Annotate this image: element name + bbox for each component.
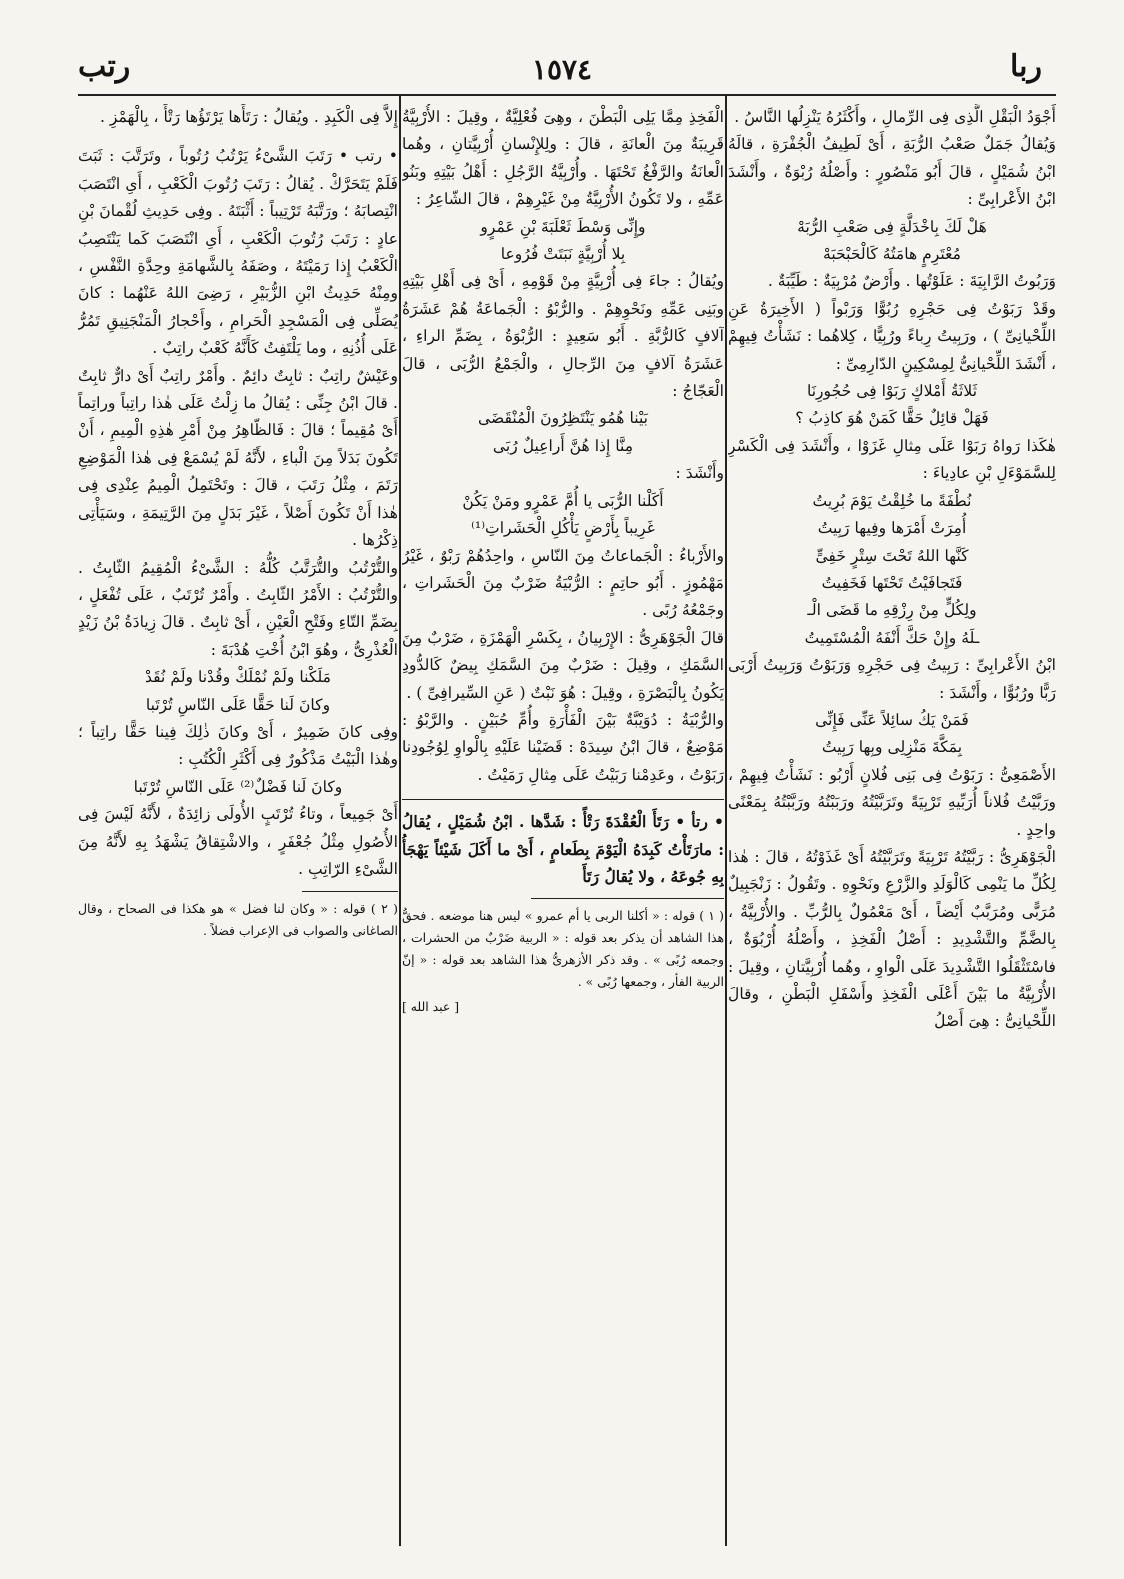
running-head-right: ربا: [1010, 49, 1042, 84]
section-rule: [402, 799, 724, 800]
paragraph: وَيُقالُ جَمَلٌ صَعْبُ الرُّبَةِ ، أَىْ لَطِيفُ الْجُفْرَةِ ، قالَهُ ابْنُ شُمَيْلٍ ، قالَ أَبُو مَنْصُورٍ : وأَصْلُهُ رُبْوَةٌ ، وأَنْشَدَ ابْنُ الأَعْرابِىِّ :: [728, 135, 1056, 209]
paragraph: وَرَبُوتُ الرَّابِيَةَ : عَلَوْتُها . وأَرْضٌ مُرْبِيَةٌ : طَيِّبَةٌ .: [767, 272, 1056, 291]
running-head-left: رتب: [78, 49, 131, 84]
verse-line: مُعْتَرِمٍ هامَتُهُ كَالْحَبْحَبَهْ: [823, 245, 961, 264]
column-left: [78, 104, 398, 1544]
footnote-2: ( ٢ ) قوله : « وكان لنا فضل » هو هكذا فى الصحاح ، وقال الصاغانى والصواب فى الإعراب فضلاً .: [78, 901, 398, 939]
entry-ratha: • رتأ • رَتَأَ الْعُقْدَةَ رَتْأً : شَدَّها . ابْنُ شُمَيْلٍ ، يُقالُ : مارَتَأْتُ كَبِدَهُ الْيَوْمَ بِطَعامٍ ، أَىْ ما أَكَلَ شَيْئاً يَهْجَأُ بِهِ جُوعَهُ ، ولا يُقالُ رَتَأَ: [402, 812, 724, 886]
verse-line: غَرِيباً بِأَرْضٍ يَأْكُلِ الْحَشَراتِ⁽¹⁾: [471, 519, 655, 538]
footnote-rule: [302, 891, 398, 892]
footnote-1: ( ١ ) قوله : « أكلنا الربى يا أم عمرو » ليس هنا موضعه . فحقُّ هذا الشاهد أن يذكر بعد قوله : « الربية ضَرْبٌ من الحشرات ، وجمعه رُبًى » . وقد ذكر الأزهرىُّ هذا الشاهد بعد قوله : « إنّ الربية الفأر ، وجمعها رُبًى » .: [402, 908, 724, 990]
paragraph: أَجْوَدُ الْبَقْلِ الَّذِى فِى الرِّمالِ ، وأَكْثَرُهُ يَنْزِلُها النَّاسُ .: [734, 108, 1056, 126]
verse-line: هَلْ لَكَ بِاخْدَلَّةٍ فِى صَعْبِ الرُّبَهْ: [797, 217, 987, 236]
paragraph: والرُّبْيَةُ : دُوَيْبَّةٌ بَيْنَ الْفَأْرَةِ وأُمِّ حُبَيْنٍ . والرَّبْوُ : مَوْضِعٌ ، قالَ ابْنُ سِيدَهْ : قَضَيْنا عَلَيْهِ بِالْواوِ لِوُجُودِنا رَبَوْتُ ، وعَدِمْنا رَبَيْتُ عَلَى مِثالِ رَمَيْتُ .: [402, 710, 724, 784]
verse-line: أَكَلْنا الرُّبَى يا أُمَّ عَمْرٍو ومَنْ يَكُنْ: [462, 491, 664, 510]
paragraph: ابْنُ الأَعْرابِىِّ : رَبِيتُ فِى حَجْرِهِ وَرَبَوْتُ وَرَبِيتُ أَرْبَى رَبًّا ورُبُوًّا ، وأَنْشَدَ :: [728, 656, 1056, 702]
verse-line: وكانَ لَنا حَقًّا عَلَى النّاسِ تُرْتَبا: [145, 695, 331, 714]
paragraph: ويُقالُ : جاءَ فِى أُرْبِيَّةٍ مِنْ قَوْمِهِ ، أَىْ فِى أَهْلِ بَيْتِهِ وبَنِى عَمِّهِ ونَحْوِهِمْ . والرُّبْوُ : الْجَماعَةُ هُمْ عَشَرَةُ آلافٍ كَالرُّبَّةِ . أَبُو سَعِيدٍ : الرُّبْوَةُ ، بِضَمِّ الراءِ ، عَشَرَةُ آلافٍ مِنَ الرِّجالِ ، والْجَمْعُ الرُّبَى ، قالَ الْعَجّاجُ :: [402, 272, 724, 401]
paragraph: الْفَخِذِ مِمَّا يَلِى الْبَطْنَ ، وهِىَ فُعْلِيَّةٌ ، وقِيلَ : الأُرْبِيَّةُ قَرِيبَةٌ مِنَ الْعانَةِ ، قالَ : ولِلإِنْسانِ أُرْبِيَّتانِ ، وهُما الْعانَةُ والرَّفْغُ تَحْتَهَا . وأُرْبِيَّةُ الرَّجُلِ : أَهْلُ بَيْتِهِ وبَنُو عَمِّهِ ، ولا تَكُونُ الأُرْبِيَّةُ مِنْ غَيْرِهِمْ ، قالَ الشّاعِرُ :: [402, 108, 724, 209]
verse-line: فَتَجافَيْتُ تَحْتَها فَخَفِيتُ: [821, 573, 963, 592]
verse-line: نُطْفَةً ما خُلِقْتُ يَوْمَ بُرِيتُ: [812, 491, 972, 510]
footnote-rule: [531, 898, 724, 899]
paragraph: وأَنْشَدَ :: [675, 464, 724, 483]
verse-line: مَلَكْنا ولَمْ نُمْلَكْ وقُدْنا ولَمْ نُقَدْ: [144, 668, 332, 687]
verse-line: فَهَلْ قائِلٌ حَقًّا كَمَنْ هُوَ كاذِبُ ؟: [795, 409, 989, 428]
spacer: [78, 131, 398, 143]
column-divider-left: [399, 94, 401, 1546]
paragraph: وفِى كانَ ضَمِيرٌ ، أَىْ وكانَ ذٰلِكَ فِينا حَقًّا راتِباً ؛ وهٰذا الْبَيْتُ مَذْكُورٌ فِى أَكْثَرِ الْكُتُبِ :: [78, 722, 398, 769]
verse-line: أُمِرَتْ أَمْرَها وفِيها رَبِيتُ: [817, 519, 967, 538]
paragraph: إِلاَّ فِى الْكَبِدِ . ويُقالُ : رَتَأَها يَرْتَؤُها رَتْأً ، بِالْهَمْزِ .: [99, 108, 398, 126]
column-middle: [402, 104, 724, 1544]
paragraph: والأَرْباءُ : الْجَماعاتُ مِنَ النّاسِ ، واحِدُهُمْ رَبْوٌ ، غَيْرُ مَهْمُوزٍ . أَبُو حاتِمٍ : الرُّبْيَةُ ضَرْبٌ مِنَ الْحَشَراتِ ، وجَمْعُهُ رُبًى .: [402, 546, 724, 620]
verse-line: ثَلاثَةُ أَمْلاكٍ رَبَوْا فِى حُجُورِنَا: [806, 382, 978, 401]
paragraph: وعَيْشٌ راتِبٌ : ثابِتٌ دائِمٌ . وأَمْرٌ راتِبٌ أَىْ دارٌّ ثابِتٌ . قالَ ابْنُ جِنِّى : يُقالُ ما زِلْتُ عَلَى هٰذا راتِباً وراتِماً أَىْ مُقِيماً ؛ قالَ : فَالظّاهِرُ مِنْ أَمْرِ هٰذِهِ الْمِيمِ ، أَنْ تَكُونَ بَدَلاً مِنَ الْباءِ ، لأَنَّهُ لَمْ يُسْمَعْ فِى هٰذا الْمَوْضِعِ رَتَمَ ، مِثْلُ رَتَبَ ، قالَ : وتَحْتَمِلُ الْمِيمُ عِنْدِى فِى هٰذا أَنْ تَكُونَ أَصْلاً ، غَيْرَ بَدَلٍ مِنَ الرَّتِيمَةِ ، وسَيَأْتِى ذِكْرُها .: [78, 366, 398, 550]
paragraph: وقَدْ رَبَوْتُ فِى حَجْرِهِ رُبُوًّا وَرَبْواً ( الأَخِيرَةُ عَنِ اللِّحْيانِىِّ ) ، ورَبِيتُ رِباءً ورُبِيًّا ، كِلاهُما : نَشَأْتُ فِيهِمْ ، أَنْشَدَ اللِّحْيانِىُّ لِمِسْكِينٍ الدّارِمِىِّ :: [728, 299, 1056, 373]
verse-line: وكانَ لَنا فَضْلٌ⁽²⁾ عَلَى النّاسِ تُرْتَبا: [133, 777, 343, 796]
column-right: [728, 104, 1056, 1544]
verse-line: ولِكُلٍّ مِنْ رِزْقِهِ ما قَضَى الْـ: [807, 601, 977, 620]
paragraph: الْجَوْهَرِىُّ : رَبَّيْتُهُ تَرْبِيَةً وتَرَبَّيْتُهُ أَىْ غَذَوْتُهُ ، قالَ : هٰذا لِكُلِّ ما يَنْمِى كَالْوَلَدِ والزَّرْعِ ونَحْوِهِ . وتَقُولُ : زَنْجَبِيلٌ مُرَبًّى ومُرَبَّبٌ أَيْضاً ، أَىْ مَعْمُولٌ بِالرُّبِّ . والأُرْبِيَّةُ ، بِالضَّمِّ والتَّشْدِيدِ : أَصْلُ الْفَخِذِ ، وأَصْلُهُ أُرْبُوَةٌ ، فاسْتَثْقَلُوا التَّشْدِيدَ عَلَى الْواوِ ، وهُما أُرْبِيَّتانِ ، وقِيلَ : الأُرْبِيَّةُ ما بَيْنَ أَعْلَى الْفَخِذِ وأَسْفَلِ الْبَطْنِ ، وقالَ اللِّحْيانِىُّ : هِىَ أَصْلُ: [728, 847, 1056, 1031]
verse-line: وإِنِّى وَسْطَ ثَعْلَبَةَ بْنِ عَمْرٍو: [480, 217, 646, 236]
verse-line: بَيْنا هُمُو يَنْتَظِرُونَ الْمُنْقَضَى: [477, 409, 648, 428]
column-divider-right: [725, 94, 727, 1546]
paragraph: هٰكَذا رَواهُ رَبَوْا عَلَى مِثالِ غَزَوْا ، وأَنْشَدَ فِى الْكَسْرِ لِلسَّمَوْءَلِ بْنِ عادِياءَ :: [728, 436, 1056, 483]
verse-line: كَنَّها اللهُ تَحْتَ سِتْرٍ خَفِىٍّ: [815, 546, 969, 565]
paragraph: الأَصْمَعِىُّ : رَبَوْتُ فِى بَنِى فُلانٍ أَرْبُو : نَشَأْتُ فِيهِمْ ، ورَبَّيْتُ فُلاناً أُرَبِّيهِ تَرْبِيَةً وتَرَبَّيْتُهُ ورَبَبْتُهُ ورَبَّبْتُهُ بِمَعْنًى واحِدٍ .: [728, 765, 1056, 839]
verse-line: بِلا أُرْبِيَّةٍ نَبَتَتْ فُرُوعا: [500, 245, 626, 264]
verse-line: مِنَّا إِذا هُنَّ أَراعِيلٌ رُبَى: [492, 436, 634, 455]
paragraph: أَىْ جَمِيعاً ، وتاءُ تُرْتَبٍ الأُولَى زائِدَةٌ ، لأَنَّهُ لَيْسَ فِى الأُصُولِ مِثْلُ جُعْفَرٍ ، والاشْتِقاقُ يَشْهَدُ بِهِ لأَنَّهُ مِنَ الشَّىْءِ الرّاتِبِ .: [78, 805, 398, 878]
verse-line: بِمَكَّةَ مَنْزِلِى وبِها رَبِيتُ: [821, 738, 963, 757]
header-rule: [78, 94, 1056, 96]
paragraph: قالَ الْجَوْهَرِىُّ : الإِرْبِيانُ ، بِكَسْرِ الْهَمْزَةِ ، ضَرْبٌ مِنَ السَّمَكِ ، وقِيلَ : ضَرْبٌ مِنَ السَّمَكِ بِيضٌ كَالدُّودِ يَكُونُ بِالْبَصْرَةِ ، وقِيلَ : هُوَ نَبْتٌ ( عَنِ السِّيرافِىِّ ) .: [402, 628, 724, 702]
page-number: ١٥٧٤: [531, 53, 593, 86]
editor-signature: [ عبد الله ]: [402, 999, 460, 1015]
verse-line: فَمَنْ يَكُ سائِلاً عَنِّى فَإِنِّى: [815, 710, 969, 729]
verse-line: ـلَهُ وإِنْ حَكَّ أَنْفَهُ الْمُسْتَمِيتُ: [804, 628, 980, 647]
entry-rataba: • رتب • رَتَبَ الشَّىْءُ يَرْتُبُ رُتُوباً ، وتَرَتَّبَ : ثَبَتَ فَلَمْ يَتَحَرَّكْ . يُقالُ : رَتَبَ رُتُوبَ الْكَعْبِ ، أَىِ انْتَصَبَ انْتِصابَهُ ؛ ورَتَّبَهُ تَرْتِيباً : أَثْبَتَهُ . وفِى حَدِيثِ لُقْمانَ بْنِ عادٍ : رَتَبَ رُتُوبَ الْكَعْبِ ، أَىِ انْتَصَبَ كَما يَنْتَصِبُ الْكَعْبُ إِذا رَمَيْتَهُ ، وصَفَهُ بِالشَّهامَةِ وحِدَّةِ النَّفْسِ ، ومِنْهُ حَدِيثُ ابْنِ الزُّبَيْرِ ، رَضِىَ اللهُ عَنْهُما : كانَ يُصَلِّى فِى الْمَسْجِدِ الْحَرامِ ، وأَحْجارُ الْمَنْجَنِيقِ تَمُرُّ عَلَى أُذُنِهِ ، وما يَلْتَفِتُ كَأَنَّهُ كَعْبٌ راتِبٌ .: [78, 147, 398, 358]
paragraph: والتُّرْتُبُ والتُّرَتَّبُ كُلُّهُ : الشَّىْءُ الْمُقِيمُ الثّابِتُ . والتُّرْتُبُ : الأَمْرُ الثّابِتُ . وأَمْرٌ تُرْتَبٌ ، عَلَى تُفْعَلٍ ، بِضَمِّ التّاءِ وفَتْحِ الْعَيْنِ ، أَىْ ثابِتٌ . قالَ زِيادَةُ بْنُ زَيْدٍ الْعُذْرِىُّ ، وهُوَ ابْنُ أُخْتِ هُدْبَةَ :: [78, 558, 398, 659]
